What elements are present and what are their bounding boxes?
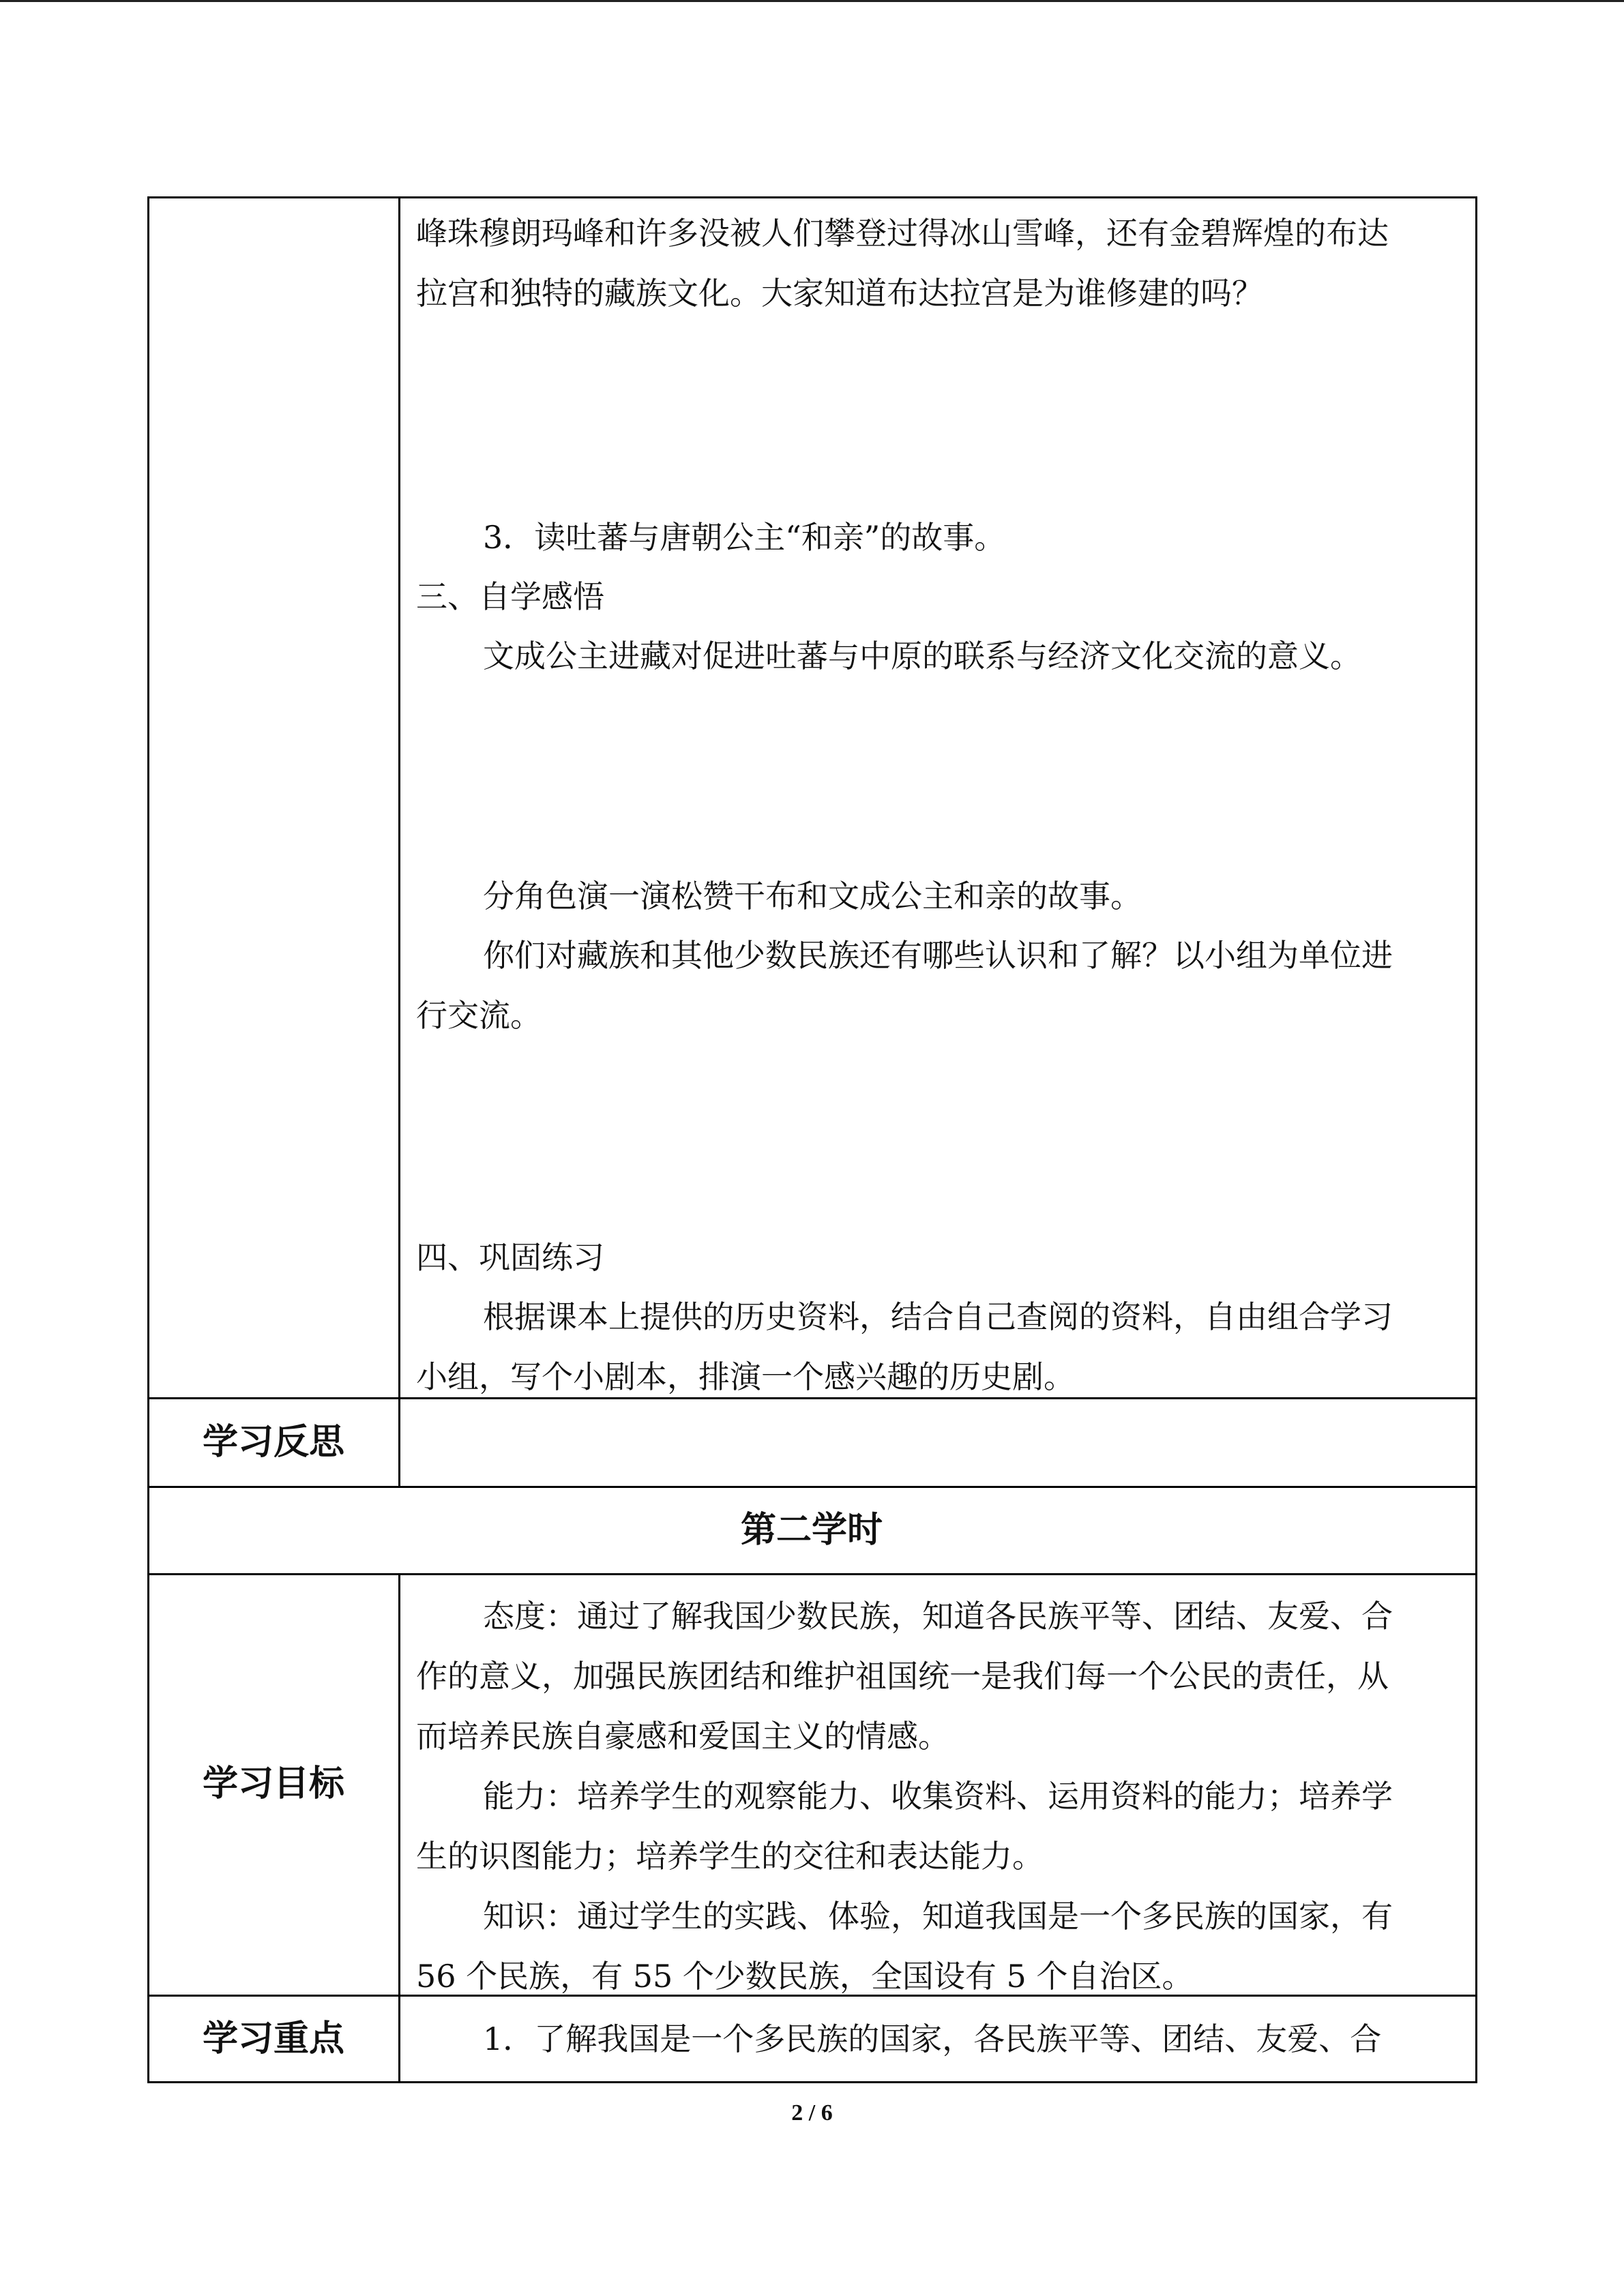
row-divider-section-top <box>147 1486 1477 1488</box>
roleplay-paragraph: 分角色演一演松赞干布和文成公主和亲的故事。 <box>483 878 1142 914</box>
goal-knowledge: 知识：通过学生的实践、体验，知道我国是一个多民族的国家，有 56 个民族，有 55 个少数民族，全国设有 5 个自治区。 <box>416 1898 1393 1995</box>
heading-self-study: 三、自学感悟 <box>416 578 604 615</box>
heading-practice: 四、巩固练习 <box>416 1239 604 1276</box>
column-divider-upper <box>398 196 400 1488</box>
section-title: 第二学时 <box>740 1510 883 1551</box>
text-line: 拉宫和独特的藏族文化。大家知道布达拉宫是为谁修建的吗？ <box>416 275 1263 312</box>
goal-attitude: 态度：通过了解我国少数民族，知道各民族平等、团结、友爱、合 作的意义，加强民族团结和维护祖国统一是我们每一个公民的责任，从 而培养民族自豪感和爱国主义的情感。 <box>416 1598 1393 1755</box>
page-number: 2 / 6 <box>791 2100 833 2126</box>
discussion-paragraph: 你们对藏族和其他少数民族还有哪些认识和了解？以小组为单位进 行交流。 <box>416 937 1393 1034</box>
item-3: 3．读吐蕃与唐朝公主“和亲”的故事。 <box>483 519 1006 556</box>
key-point-1: 1．了解我国是一个多民族的国家，各民族平等、团结、友爱、合 <box>483 2021 1382 2057</box>
goal-ability: 能力：培养学生的观察能力、收集资料、运用资料的能力；培养学 生的识图能力；培养学生的交往和表达能力。 <box>416 1778 1393 1875</box>
goals-label: 学习目标 <box>202 1763 344 1804</box>
column-divider-lower <box>398 1573 400 2082</box>
practice-paragraph: 根据课本上提供的历史资料，结合自己查阅的资料，自由组合学习 小组，写个小剧本，排演一个感兴趣的历史剧。 <box>416 1298 1393 1395</box>
reflection-label: 学习反思 <box>202 1422 344 1463</box>
text-line: 峰珠穆朗玛峰和许多没被人们攀登过得冰山雪峰，还有金碧辉煌的布达 <box>416 215 1389 252</box>
table-border-top <box>147 196 1477 198</box>
significance-paragraph: 文成公主进藏对促进吐蕃与中原的联系与经济文化交流的意义。 <box>483 638 1361 674</box>
intro-paragraph <box>416 203 1460 323</box>
row-divider-section-bottom <box>147 1573 1477 1575</box>
table-border-right <box>1475 196 1477 2083</box>
key-points-label: 学习重点 <box>202 2018 344 2059</box>
table-border-bottom <box>147 2081 1477 2083</box>
